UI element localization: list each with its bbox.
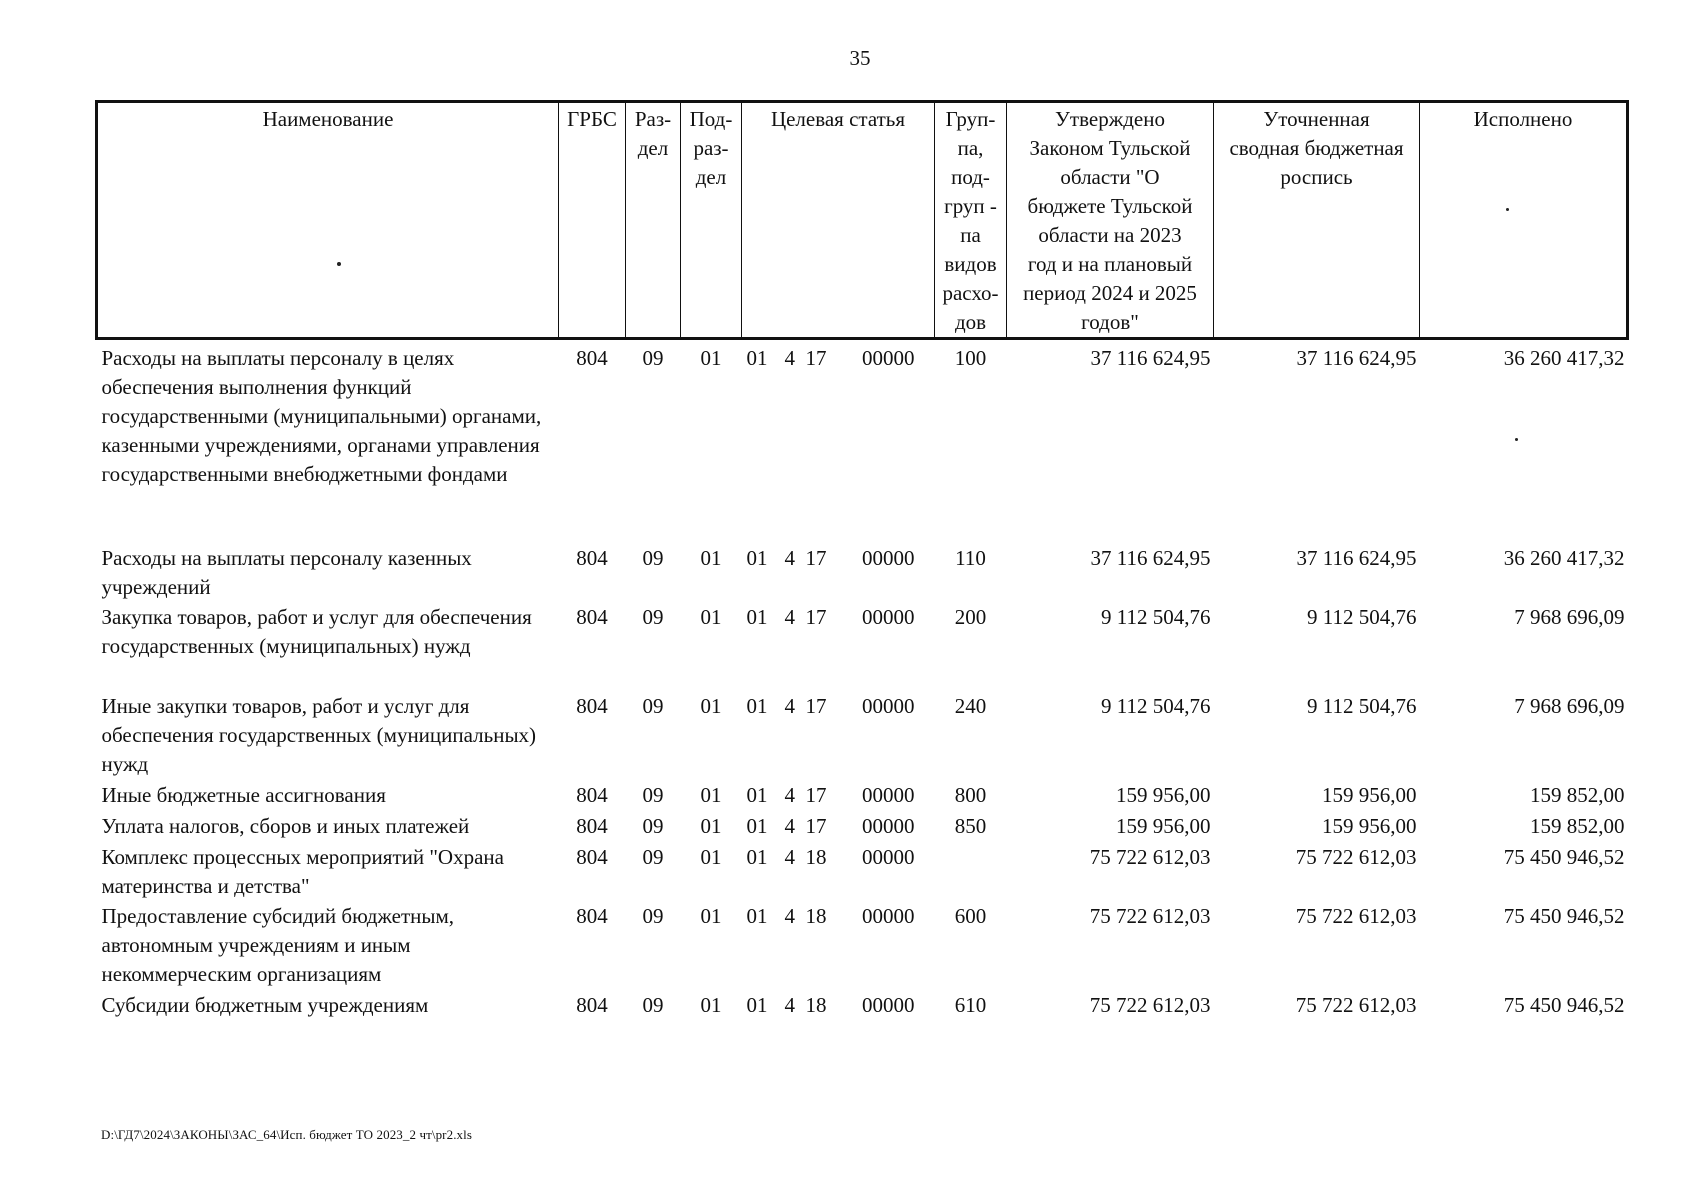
cell-target-article: [742, 843, 935, 902]
page-number: 35: [849, 46, 871, 70]
table-row: [97, 544, 1628, 603]
cell-podrazdel: 01: [700, 903, 722, 928]
cell-target-article: [742, 902, 935, 991]
cell-podrazdel: 01: [700, 844, 722, 869]
cell-target-article: [742, 544, 935, 603]
cell-name: Расходы на выплаты персоналу казенных учреждений: [101, 545, 472, 599]
cell-executed: 159 852,00: [1530, 782, 1625, 807]
target-article-part: 00000: [862, 604, 915, 629]
target-article-part: 4: [784, 604, 795, 629]
cell-razdel: 09: [642, 604, 664, 629]
cell-approved: 75 722 612,03: [1089, 992, 1211, 1017]
cell-podrazdel: 01: [700, 346, 722, 370]
cell-expense-group: 600: [954, 903, 987, 928]
cell-razdel: 09: [642, 693, 664, 718]
target-article-part: 18: [805, 844, 827, 869]
target-article-part: 18: [805, 992, 827, 1017]
cell-grbs: 804: [576, 813, 608, 838]
cell-target-article: [742, 339, 935, 544]
table-row: [97, 692, 1628, 781]
cell-target-article: [742, 812, 935, 843]
cell-razdel: 09: [642, 844, 664, 869]
cell-name: Расходы на выплаты персоналу в целях обеспечения выполнения функций государственными (муниципальными) органами, казенными учреждениями, органами управления государственными внебюджетными фондами: [101, 346, 542, 486]
cell-approved: 75 722 612,03: [1089, 844, 1211, 869]
cell-podrazdel: 01: [700, 782, 722, 807]
target-article-part: 4: [784, 782, 795, 807]
cell-refined: 9 112 504,76: [1307, 693, 1417, 718]
header-grbs: ГРБС: [559, 102, 626, 339]
target-article-part: 4: [784, 844, 795, 869]
target-article-part: 01: [746, 545, 768, 570]
header-podrazdel: Под- раз- дел: [681, 102, 742, 339]
cell-executed: 36 260 417,32: [1503, 346, 1625, 370]
cell-refined: 159 956,00: [1322, 782, 1417, 807]
cell-grbs: 804: [576, 992, 608, 1017]
cell-refined: 75 722 612,03: [1295, 992, 1417, 1017]
cell-expense-group: 110: [955, 545, 986, 570]
target-article-part: 00000: [862, 844, 915, 869]
cell-name: Иные закупки товаров, работ и услуг для обеспечения государственных (муниципальных) нужд: [101, 693, 537, 776]
target-article-part: 17: [805, 346, 827, 370]
cell-expense-group: 240: [954, 693, 987, 718]
cell-executed: 159 852,00: [1530, 813, 1625, 838]
cell-refined: 75 722 612,03: [1295, 844, 1417, 869]
cell-target-article: [742, 781, 935, 812]
target-article-part: 4: [784, 992, 795, 1017]
header-refined: Уточненная сводная бюджетная роспись: [1214, 102, 1420, 339]
cell-approved: 37 116 624,95: [1090, 545, 1211, 570]
target-article-part: 01: [746, 813, 768, 838]
cell-approved: 159 956,00: [1116, 782, 1211, 807]
cell-razdel: 09: [642, 903, 664, 928]
cell-target-article: [742, 603, 935, 692]
target-article-part: 00000: [862, 545, 915, 570]
table-row: [97, 812, 1628, 843]
target-article-part: 17: [805, 545, 827, 570]
cell-name: Закупка товаров, работ и услуг для обеспечения государственных (муниципальных) нужд: [101, 604, 532, 658]
cell-name: Иные бюджетные ассигнования: [101, 782, 386, 807]
target-article-part: 00000: [862, 346, 915, 370]
cell-executed: 75 450 946,52: [1503, 992, 1625, 1017]
cell-expense-group: 100: [954, 346, 987, 370]
cell-name: Субсидии бюджетным учреждениям: [101, 992, 429, 1017]
table-row: [97, 339, 1628, 544]
header-expense-group: Груп- па, под- груп - па видов расхо- дов: [935, 102, 1007, 339]
cell-razdel: 09: [642, 992, 664, 1017]
target-article-part: 01: [746, 844, 768, 869]
cell-razdel: 09: [642, 545, 664, 570]
header-name: Наименование: [97, 102, 559, 339]
cell-refined: 9 112 504,76: [1307, 604, 1417, 629]
target-article-part: 01: [746, 604, 768, 629]
cell-name: Уплата налогов, сборов и иных платежей: [101, 813, 470, 838]
cell-podrazdel: 01: [700, 992, 722, 1017]
target-article-part: 01: [746, 346, 768, 370]
target-article-part: 00000: [862, 813, 915, 838]
budget-execution-table: [95, 100, 1629, 1022]
cell-razdel: 09: [642, 346, 664, 370]
header-razdel: Раз- дел: [626, 102, 681, 339]
cell-target-article: [742, 991, 935, 1022]
cell-name: Комплекс процессных мероприятий "Охрана материнства и детства": [101, 844, 504, 898]
cell-grbs: 804: [576, 346, 608, 370]
target-article-part: 17: [805, 693, 827, 718]
cell-podrazdel: 01: [700, 604, 722, 629]
cell-expense-group: 800: [954, 782, 987, 807]
cell-grbs: 804: [576, 693, 608, 718]
cell-executed: 75 450 946,52: [1503, 844, 1625, 869]
cell-executed: 36 260 417,32: [1503, 545, 1625, 570]
cell-approved: 75 722 612,03: [1089, 903, 1211, 928]
table-header: [97, 102, 1628, 339]
footer-file-path: D:\ГД7\2024\ЗАКОНЫ\ЗАС_64\Исп. бюджет ТО 2023_2 чт\pr2.xls: [101, 1127, 473, 1142]
table-row: [97, 603, 1628, 692]
table-row: [97, 781, 1628, 812]
cell-grbs: 804: [576, 604, 608, 629]
scan-speck: [1515, 438, 1518, 441]
target-article-part: 00000: [862, 782, 915, 807]
target-article-part: 4: [784, 545, 795, 570]
header-executed: Исполнено: [1420, 102, 1628, 339]
target-article-part: 00000: [862, 903, 915, 928]
cell-grbs: 804: [576, 903, 608, 928]
cell-razdel: 09: [642, 782, 664, 807]
cell-approved: 9 112 504,76: [1101, 693, 1211, 718]
cell-refined: 75 722 612,03: [1295, 903, 1417, 928]
cell-approved: 9 112 504,76: [1101, 604, 1211, 629]
cell-target-article: [742, 692, 935, 781]
target-article-part: 4: [784, 903, 795, 928]
target-article-part: 4: [784, 346, 795, 370]
target-article-part: 01: [746, 693, 768, 718]
header-target-article: Целевая статья: [742, 102, 935, 339]
target-article-part: 17: [805, 813, 827, 838]
cell-refined: 159 956,00: [1322, 813, 1417, 838]
cell-podrazdel: 01: [700, 693, 722, 718]
cell-grbs: 804: [576, 782, 608, 807]
cell-expense-group: 200: [954, 604, 987, 629]
cell-grbs: 804: [576, 844, 608, 869]
cell-expense-group: [935, 843, 1007, 902]
target-article-part: 18: [805, 903, 827, 928]
cell-approved: 37 116 624,95: [1090, 346, 1211, 370]
cell-executed: 7 968 696,09: [1514, 693, 1625, 718]
cell-razdel: 09: [642, 813, 664, 838]
cell-expense-group: 850: [954, 813, 987, 838]
cell-refined: 37 116 624,95: [1296, 346, 1417, 370]
table-row: [97, 843, 1628, 902]
scan-speck: [1506, 208, 1509, 211]
header-approved: Утверждено Законом Тульской области "О бюджете Тульской области на 2023 год и на плановый период 2024 и 2025 годов": [1007, 102, 1214, 339]
target-article-part: 01: [746, 992, 768, 1017]
target-article-part: 17: [805, 604, 827, 629]
target-article-part: 00000: [862, 693, 915, 718]
cell-approved: 159 956,00: [1116, 813, 1211, 838]
cell-executed: 75 450 946,52: [1503, 903, 1625, 928]
table-row: [97, 902, 1628, 991]
cell-expense-group: 610: [954, 992, 987, 1017]
cell-name: Предоставление субсидий бюджетным, автономным учреждениям и иным некоммерческим организациям: [101, 903, 455, 986]
cell-podrazdel: 01: [700, 813, 722, 838]
target-article-part: 4: [784, 813, 795, 838]
target-article-part: 00000: [862, 992, 915, 1017]
target-article-part: 01: [746, 782, 768, 807]
cell-refined: 37 116 624,95: [1296, 545, 1417, 570]
target-article-part: 01: [746, 903, 768, 928]
cell-podrazdel: 01: [700, 545, 722, 570]
cell-grbs: 804: [576, 545, 608, 570]
table-body: [97, 339, 1628, 1022]
cell-executed: 7 968 696,09: [1514, 604, 1625, 629]
target-article-part: 17: [805, 782, 827, 807]
table-row: [97, 991, 1628, 1022]
target-article-part: 4: [784, 693, 795, 718]
scan-speck: [337, 262, 341, 266]
